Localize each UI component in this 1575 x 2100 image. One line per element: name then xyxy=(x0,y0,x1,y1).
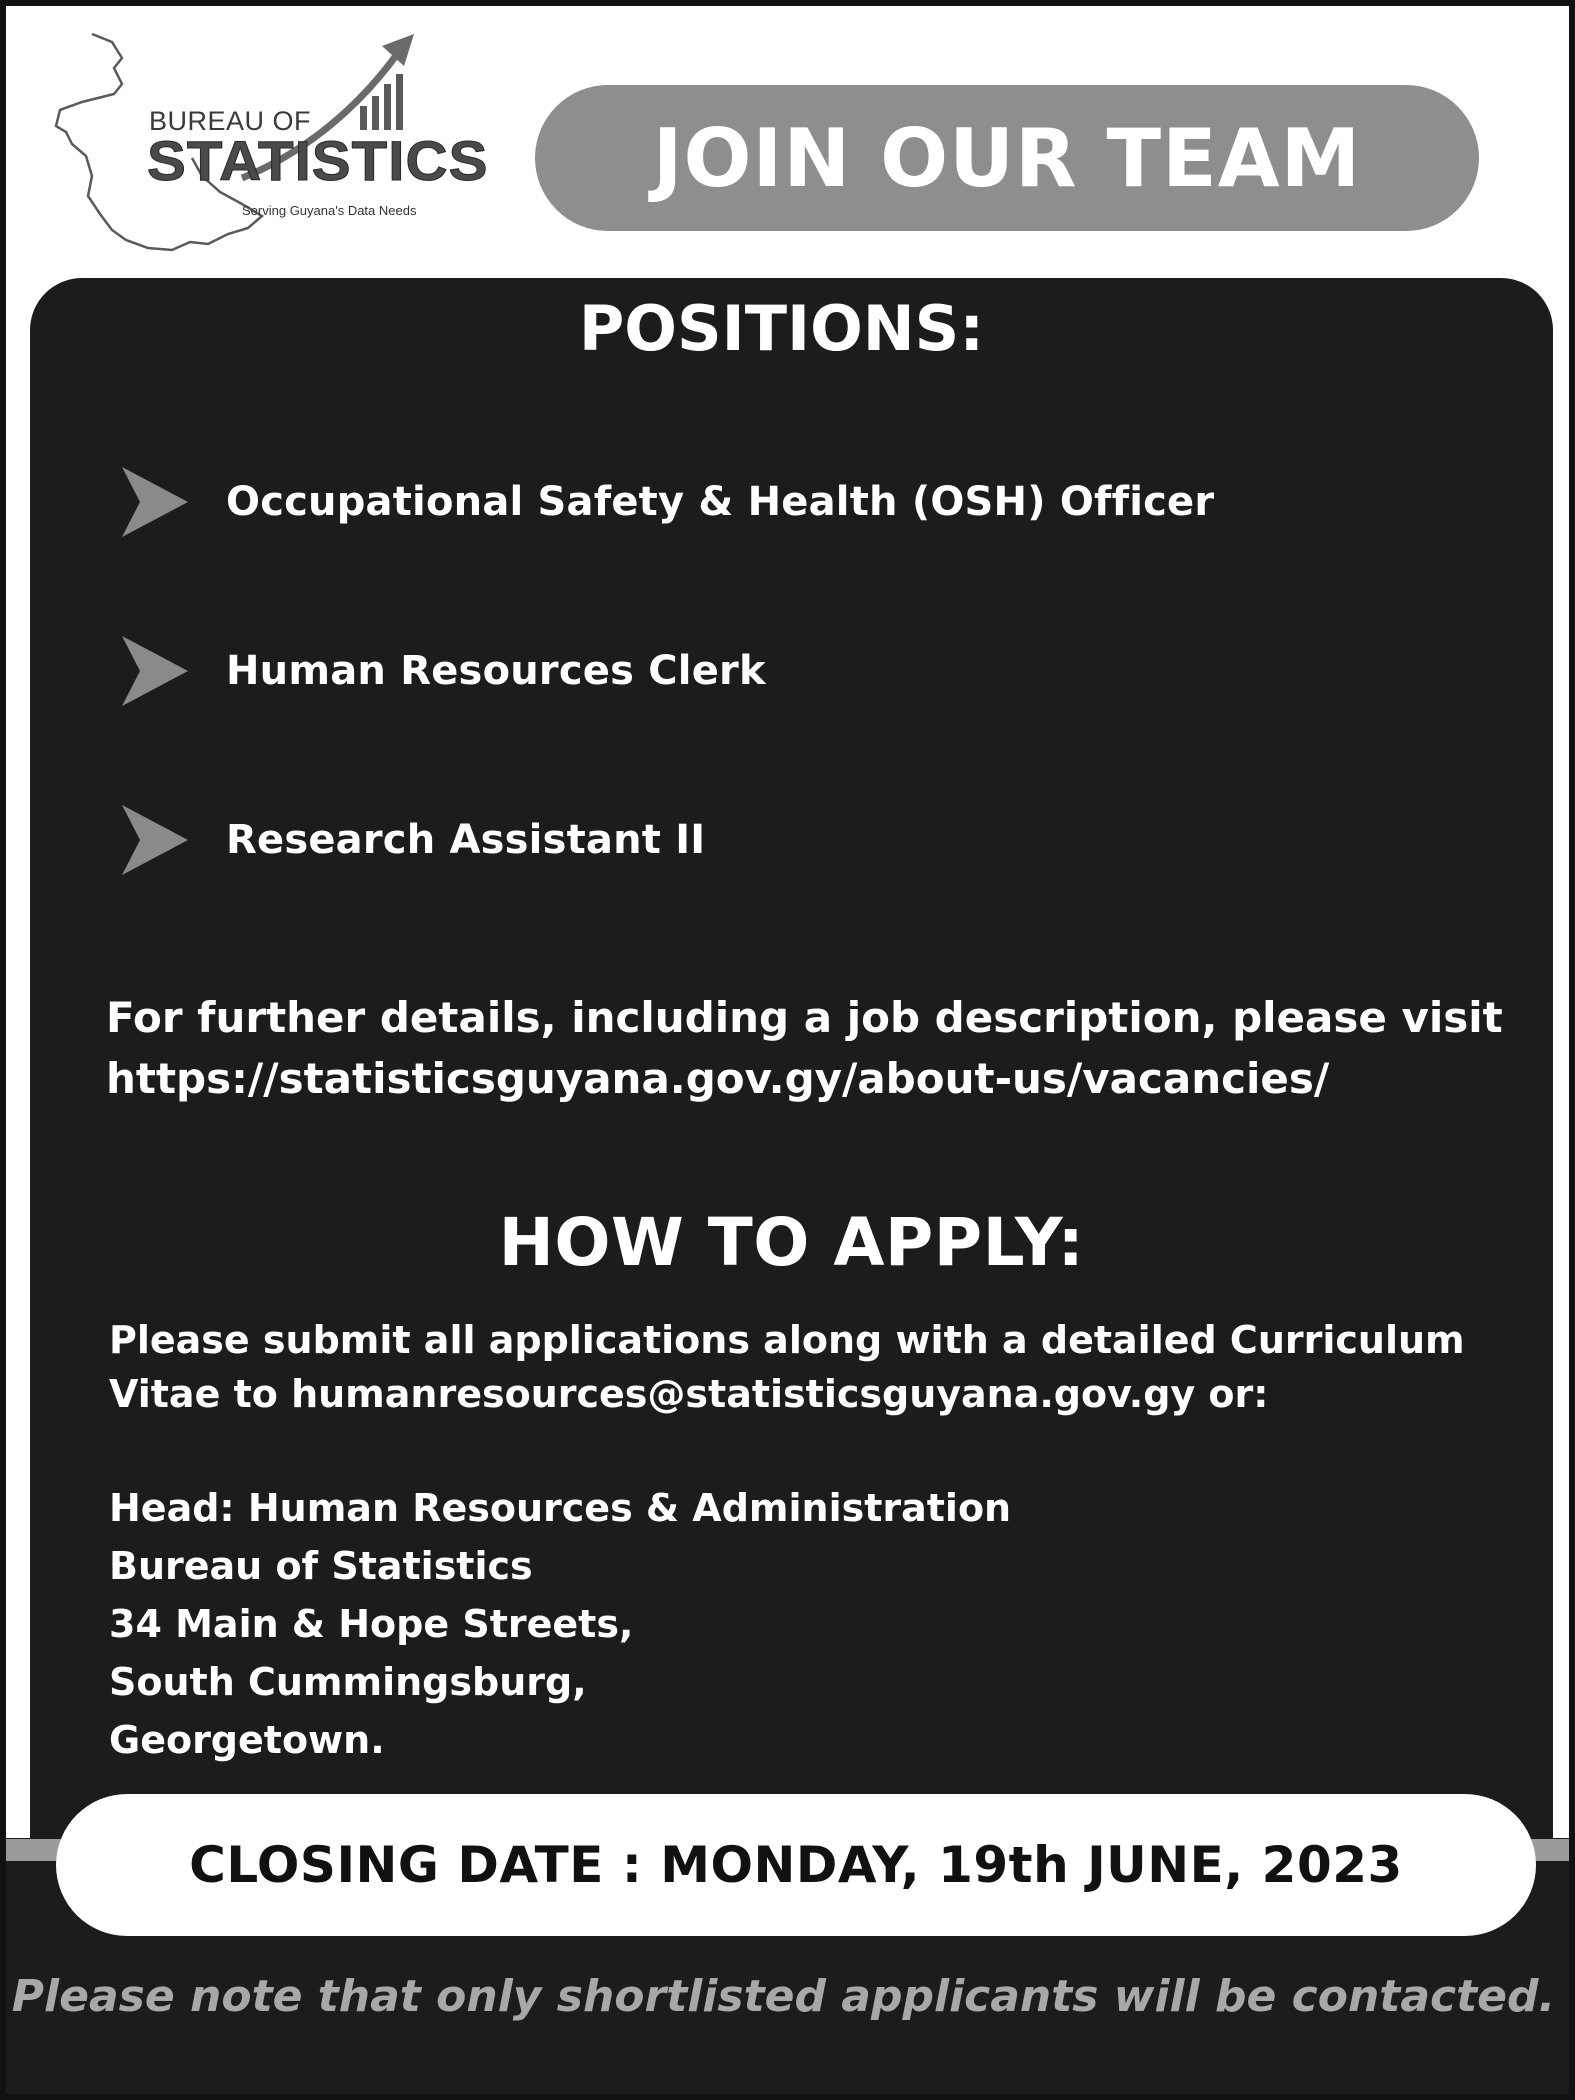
positions-title: POSITIONS: xyxy=(578,292,985,365)
bureau-logo xyxy=(52,28,489,268)
position-item xyxy=(118,462,1214,542)
address-line: Head: Human Resources & Administration xyxy=(109,1486,1012,1530)
vacancies-link[interactable]: https://statisticsguyana.gov.gy/about-us/vacancies/ xyxy=(106,1054,1330,1103)
chevron-right-icon xyxy=(118,465,190,539)
logo-line2: STATISTICS xyxy=(147,129,489,192)
apply-title: HOW TO APPLY: xyxy=(498,1204,1085,1281)
logo-line1: BUREAU OF xyxy=(149,106,312,136)
address-line: Georgetown. xyxy=(109,1718,385,1762)
closing-date-text: CLOSING DATE : MONDAY, 19th JUNE, 2023 xyxy=(189,1836,1403,1894)
join-banner xyxy=(535,85,1479,231)
apply-email[interactable]: Vitae to humanresources@statisticsguyana.gov.gy or: xyxy=(109,1372,1269,1416)
position-label: Research Assistant II xyxy=(226,817,706,863)
logo-tagline: Serving Guyana's Data Needs xyxy=(242,203,417,218)
position-label: Occupational Safety & Health (OSH) Officer xyxy=(226,479,1215,525)
chevron-right-icon xyxy=(118,634,190,708)
join-banner-text: JOIN OUR TEAM xyxy=(652,111,1362,205)
shortlist-note: Please note that only shortlisted applicants will be contacted. xyxy=(11,1971,1556,2022)
details-text: For further details, including a job description, please visit xyxy=(106,993,1503,1042)
apply-instructions: Please submit all applications along with a detailed Curriculum xyxy=(109,1318,1465,1362)
chevron-right-icon xyxy=(118,803,190,877)
position-label: Human Resources Clerk xyxy=(226,648,766,694)
address-line: South Cummingsburg, xyxy=(109,1660,587,1704)
position-item xyxy=(118,631,766,711)
position-item xyxy=(118,800,705,880)
address-line: Bureau of Statistics xyxy=(109,1544,533,1588)
address-line: 34 Main & Hope Streets, xyxy=(109,1602,634,1646)
closing-date-banner xyxy=(56,1794,1536,1936)
